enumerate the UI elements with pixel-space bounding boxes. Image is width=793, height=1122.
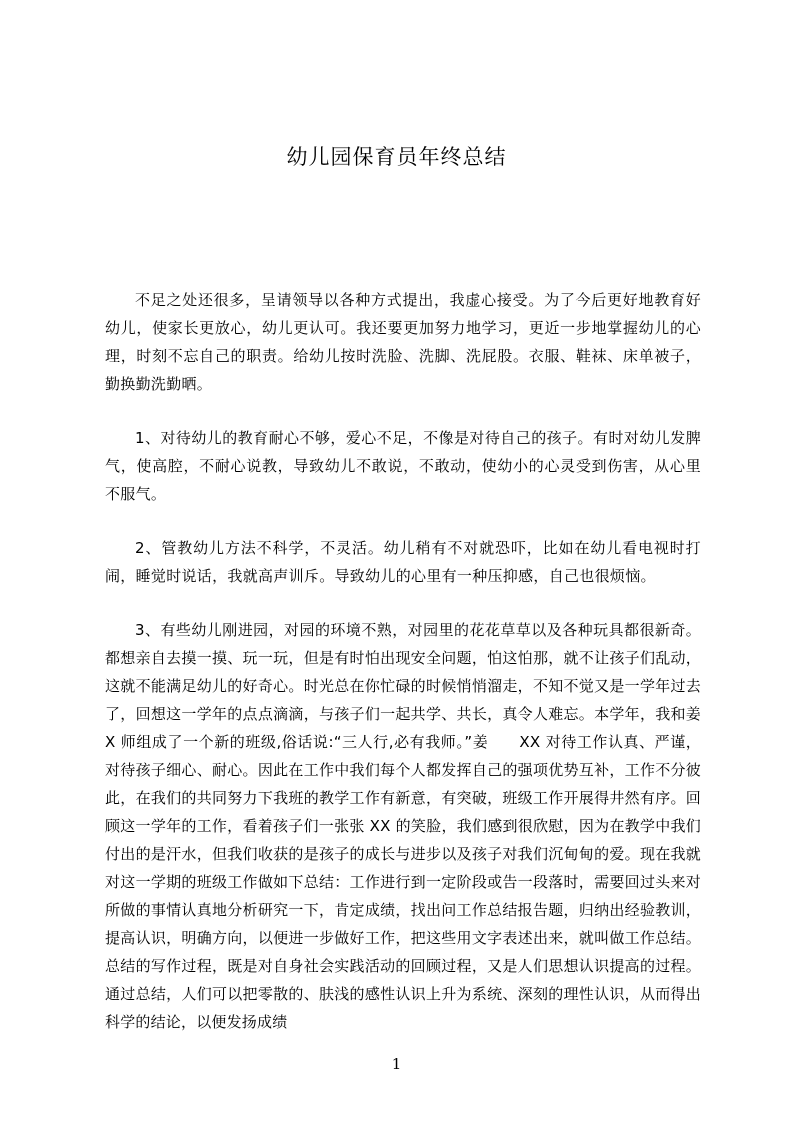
document-body xyxy=(105,286,701,1062)
document-title: 幼儿园保育员年终总结 xyxy=(286,145,507,169)
paragraph-intro: 不足之处还很多，呈请领导以各种方式提出，我虚心接受。为了今后更好地教育好幼儿，使家长更放心，幼儿更认可。我还要更加努力地学习，更近一步地掌握幼儿的心理，时刻不忘自己的职责。给幼儿按时洗脸、洗脚、洗屁股。衣服、鞋袜、床单被子，勤换勤洗勤晒。 xyxy=(105,291,701,393)
page-number: 1 xyxy=(391,1055,402,1073)
paragraph-point-2: 2、管教幼儿方法不科学，不灵活。幼儿稍有不对就恐吓，比如在幼儿看电视时打闹，睡觉时说话，我就高声训斥。导致幼儿的心里有一种压抑感，自己也很烦恼。 xyxy=(105,539,701,585)
paragraph-point-1: 1、对待幼儿的教育耐心不够，爱心不足，不像是对待自己的孩子。有时对幼儿发脾气，使高腔，不耐心说教，导致幼儿不敢说，不敢动，使幼小的心灵受到伤害，从心里不服气。 xyxy=(105,429,701,503)
paragraph-point-3: 3、有些幼儿刚进园，对园的环境不熟，对园里的花花草草以及各种玩具都很新奇。都想亲自去摸一摸、玩一玩，但是有时怕出现安全问题，怕这怕那，就不让孩子们乱动，这就不能满足幼儿的好奇心。时光总在你忙碌的时候悄悄溜走，不知不觉又是一学年过去了，回想这一学年的点点滴滴，与孩子们一起共学、共长，真令人难忘。本学年，我和姜 X 师组成了一个新的班级,俗话说:“三人行,必有我师。”姜 XX 对待工作认真、严谨，对待孩子细心、耐心。因此在工作中我们每个人都发挥自己的强项优势互补，工作不分彼此，在我们的共同努力下我班的教学工作有新意，有突破，班级工作开展得井然有序。回顾这一学年的工作，看着孩子们一张张 XX 的笑脸，我们感到很欣慰，因为在教学中我们付出的是汗水，但我们收获的是孩子的成长与进步以及孩子对我们沉甸甸的爱。现在我就对这一学期的班级工作做如下总结：工作进行到一定阶段或告一段落时，需要回过头来对所做的事情认真地分析研究一下，肯定成绩，找出问工作总结报告题，归纳出经验教训，提高认识，明确方向，以便进一步做好工作，把这些用文字表述出来，就叫做工作总结。总结的写作过程，既是对自身社会实践活动的回顾过程，又是人们思想认识提高的过程。通过总结，人们可以把零散的、肤浅的感性认识上升为系统、深刻的理性认识，从而得出科学的结论，以便发扬成绩 xyxy=(105,621,701,1031)
